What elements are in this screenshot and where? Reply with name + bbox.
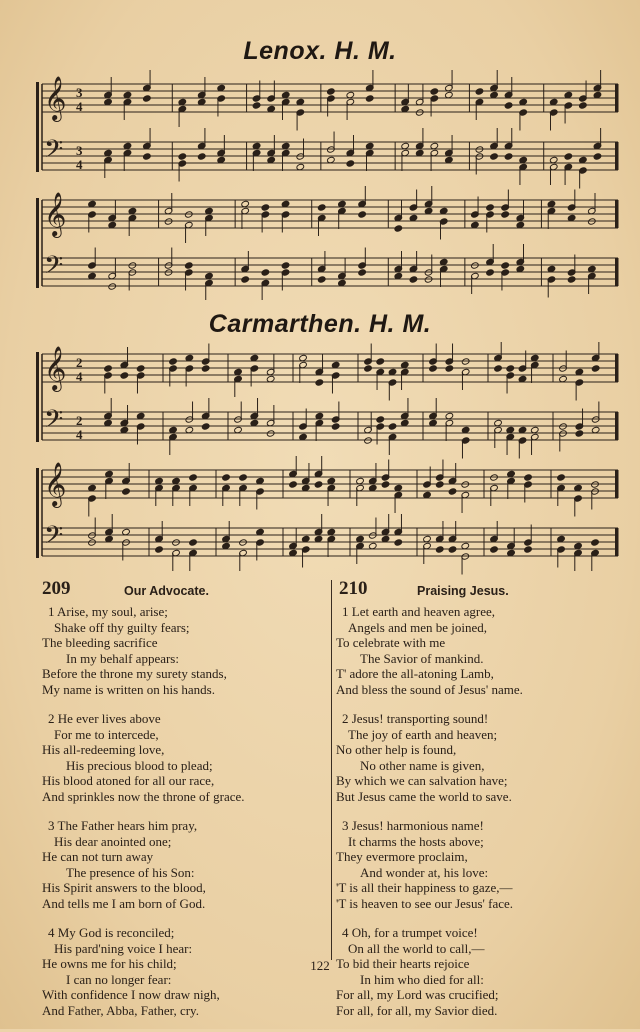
verse-line: 2 He ever lives above [48,711,161,726]
time-signature: 3 [76,85,83,100]
verse-line: 3 The Father hears him pray, [48,818,198,833]
time-signature: 2 [76,413,83,428]
verse-line: In my behalf appears: [66,650,179,666]
note-head [358,269,367,276]
verse-line: He owns me for his child; [42,956,177,971]
time-signature: 4 [76,157,83,172]
note-head [178,153,187,160]
time-signature: 4 [76,427,83,442]
verse-line: 4 My God is reconciled; [48,925,175,940]
verse-line: And sprinkles now the throne of grace. [42,788,245,804]
final-barline [615,528,618,556]
treble-clef-icon: 𝄞 [44,462,67,506]
verse-line: The bleeding sacrifice [42,635,158,650]
treble-clef-icon: 𝄞 [44,346,67,390]
music-notation [34,70,622,300]
note-head [189,474,198,481]
verse-line: 2 Jesus! transporting sound! [342,711,489,726]
note-head [591,365,600,372]
system-brace [36,82,39,172]
note-head [314,481,323,488]
note-head [136,365,145,372]
note-head [564,153,573,160]
note-head [143,95,152,102]
verse-line: 'T is heaven to see our Jesus' face. [336,895,513,911]
note-head [448,488,457,495]
verse-line: His pard'ning voice I hear: [54,940,193,956]
stanza [336,818,636,911]
verse-line: In him who died for all: [360,971,484,987]
note-head [364,365,373,372]
system-brace [36,352,39,442]
note-head [239,474,248,481]
hymn-title: Our Advocate. [124,584,209,598]
note-head [261,204,270,211]
verse-line: He can not turn away [42,849,154,864]
note-head [394,225,403,232]
bass-clef-icon: 𝄢 [44,251,64,286]
note-head [281,262,290,269]
final-barline [615,412,618,440]
stanza [336,711,636,804]
note-head [579,102,588,109]
note-head [189,539,198,546]
note-head [506,365,515,372]
note-head [201,365,210,372]
note-head [501,211,510,218]
tune-title-lenox: Lenox. H. M. [243,37,397,65]
verse-line: His blood atoned for all our race, [42,773,215,788]
score-carmarthen [34,342,622,577]
stanza [42,604,326,697]
note-head [504,102,513,109]
verse-line: By which we can salvation have; [336,773,508,788]
note-head [327,88,336,95]
verse-line: My name is written on his hands. [42,681,215,697]
note-head [289,481,298,488]
tune-title-carmarthen: Carmarthen. H. M. [208,310,432,338]
note-head [575,430,584,437]
verse-line: Before the throne my surety stands, [42,666,227,681]
note-head [315,379,324,386]
hymn-number: 210 [339,578,368,599]
note-head [331,423,340,430]
verse-line: 'T is all their happiness to gaze,— [336,880,513,895]
hymn-number: 209 [42,578,71,599]
verse-line: On all the world to call,— [348,940,485,956]
hymn-title: Praising Jesus. [417,584,509,598]
time-signature: 4 [76,99,83,114]
verse-line: They evermore proclaim, [336,849,468,864]
note-head [376,358,385,365]
verse-line: His all-redeeming love, [42,742,165,757]
verse-line: And tells me I am born of God. [42,895,206,911]
column-divider [331,580,332,960]
time-signature: 3 [76,143,83,158]
note-head [448,546,457,553]
note-head [490,153,499,160]
verse-line: The joy of earth and heaven; [348,726,498,742]
note-head [222,474,231,481]
bass-clef-icon: 𝄢 [44,405,64,440]
bass-clef-icon: 𝄢 [44,135,64,170]
final-barline [615,200,618,228]
verse-line: T' adore the all-atoning Lamb, [336,666,494,681]
verse-line: And Father, Abba, Father, cry. [42,1002,199,1018]
note-head [486,204,495,211]
note-head [169,358,178,365]
verse-line: Shake off thy guilty fears; [54,619,190,635]
note-head [591,539,600,546]
verse-line: 3 Jesus! harmonious name! [342,818,484,833]
treble-clef-icon: 𝄞 [44,192,67,236]
note-head [394,539,403,546]
note-head [317,276,326,283]
note-head [435,546,444,553]
note-head [557,474,566,481]
note-head [486,269,495,276]
bass-clef-icon: 𝄢 [44,521,64,556]
note-head [365,95,374,102]
note-head [317,204,326,211]
verse-line: The presence of his Son: [66,864,195,880]
treble-clef-icon: 𝄞 [44,76,67,120]
system-brace [36,468,39,558]
note-head [184,262,193,269]
note-head [593,153,602,160]
score-lenox [34,70,622,300]
note-head [429,365,438,372]
verse-line: With confidence I now draw nigh, [42,987,220,1002]
note-head [524,474,533,481]
verse-line: 1 Let earth and heaven agree, [342,604,496,619]
final-barline [615,142,618,170]
note-head [155,546,164,553]
time-signature: 2 [76,355,83,370]
final-barline [615,84,618,112]
note-head [201,423,210,430]
note-head [376,416,385,423]
verse-line: 1 Arise, my soul, arise; [48,604,168,619]
note-head [358,211,367,218]
note-head [445,365,454,372]
final-barline [615,258,618,286]
note-head [346,160,355,167]
verse-line: For all, my Lord was crucified; [336,987,499,1002]
stanza [42,818,326,911]
note-head [567,276,576,283]
verse-line: And bless the sound of Jesus' name. [336,681,523,697]
note-head [504,153,513,160]
verse-line: His precious blood to plead; [66,757,213,773]
note-head [143,153,152,160]
verse-line: It charms the hosts above; [348,833,484,849]
time-signature: 4 [76,369,83,384]
note-head [381,481,390,488]
note-head [490,546,499,553]
note-head [501,262,510,269]
note-head [252,102,261,109]
system-brace [36,198,39,288]
note-head [524,546,533,553]
verse-line: But Jesus came the world to save. [336,788,512,804]
verse-line: Angels and men be joined, [348,619,487,635]
note-head [494,365,503,372]
page-number: 122 [310,958,330,973]
verse-line: To celebrate with me [336,635,446,650]
verse-line: For me to intercede, [54,726,159,742]
verse-line: No other name is given, [360,757,485,773]
note-head [120,372,129,379]
verse-line: No other help is found, [336,742,457,757]
verse-line: And wonder at, his love: [360,864,489,880]
final-barline [615,470,618,498]
verse-line: The Savior of mankind. [360,650,484,666]
verse-line: For all, for all, my Savior died. [336,1002,498,1018]
verse-line: To bid their hearts rejoice [336,956,470,971]
final-barline [615,354,618,382]
note-head [430,88,439,95]
verse-line: I can no longer fear: [66,971,172,987]
note-head [409,276,418,283]
note-head [104,365,113,372]
verse-line: His Spirit answers to the blood, [42,880,206,895]
note-head [241,276,250,283]
note-head [435,481,444,488]
verse-line: His dear anointed one; [54,833,172,849]
verse-line: 4 Oh, for a trumpet voice! [342,925,478,940]
note-head [197,153,206,160]
stanza [336,604,636,697]
note-head [122,488,131,495]
stanza [42,711,326,804]
note-head [475,88,484,95]
note-head [261,269,270,276]
note-head [388,423,397,430]
music-notation [34,342,622,577]
